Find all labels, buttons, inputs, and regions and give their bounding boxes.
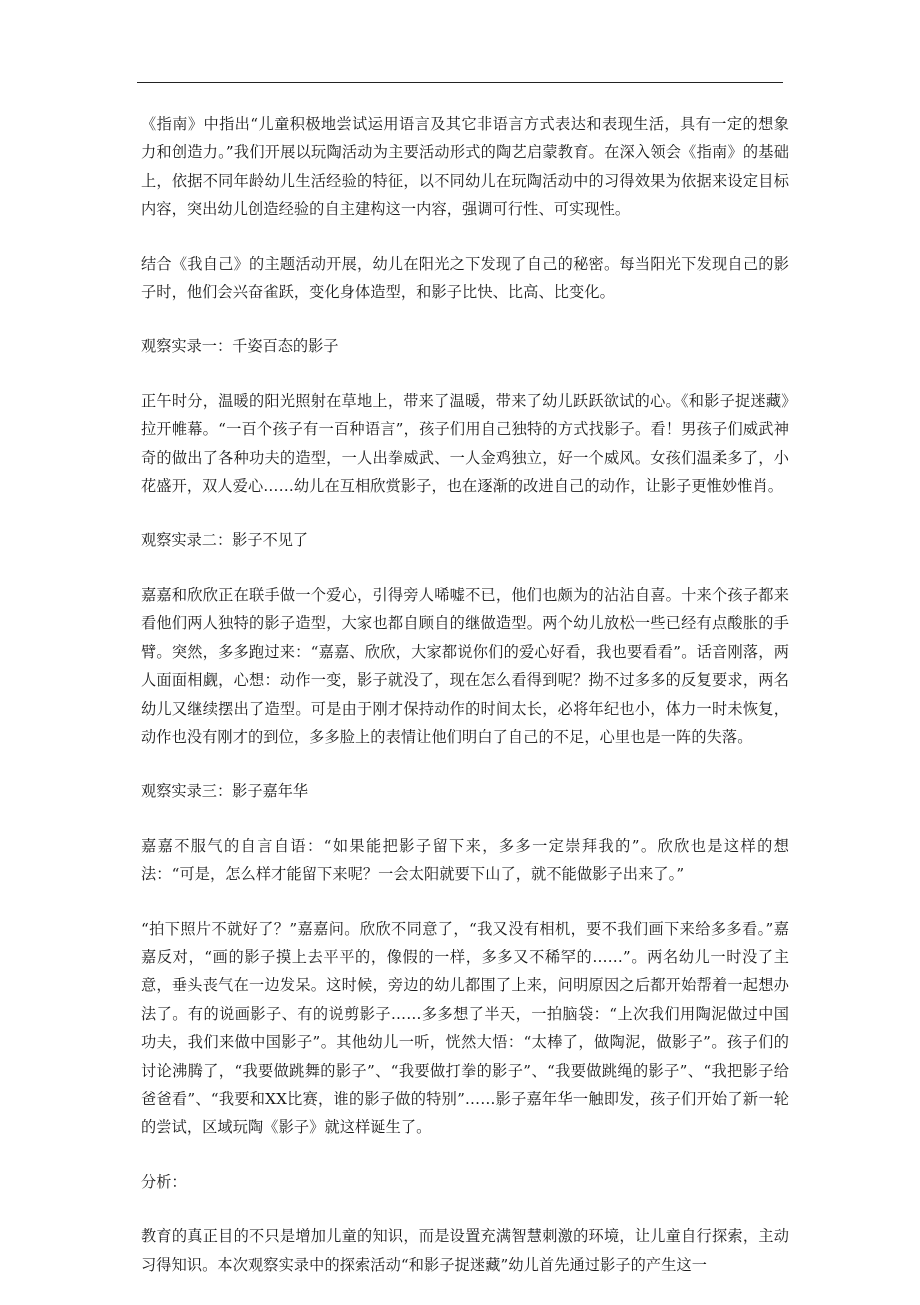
paragraph-observation-3a: 嘉嘉不服气的自言自语：“如果能把影子留下来，多多一定崇拜我的”。欣欣也是这样的想法：“可是，怎么样才能留下来呢？一会太阳就要下山了，就不能做影子出来了。”	[141, 836, 789, 884]
paragraph-observation-2: 嘉嘉和欣欣正在联手做一个爱心，引得旁人唏嘘不已，他们也颇为的沾沾自喜。十来个孩子都来看他们两人独特的影子造型，大家也都自顾自的继做造型。两个幼儿放松一些已经有点酸胀的手臂。突然，多多跑过来：“嘉嘉、欣欣，大家都说你们的爱心好看，我也要看看”。话音刚落，两人面面相觑，心想：动作一变，影子就没了，现在怎么看得到呢？拗不过多多的反复要求，两名幼儿又继续摆出了造型。可是由于刚才保持动作的时间太长，必将年纪也小，体力一时未恢复，动作也没有刚才的到位，多多脸上的表情让他们明白了自己的不足，心里也是一阵的失落。	[141, 585, 789, 746]
heading-observation-1: 观察实录一：千姿百态的影子	[141, 337, 339, 356]
paragraph-observation-3b: “拍下照片不就好了？”嘉嘉问。欣欣不同意了，“我又没有相机，要不我们画下来给多多看。”嘉嘉反对，“画的影子摸上去平平的，像假的一样，多多又不稀罕的……”。两名幼儿一时没了主意，垂头丧气在一边发呆。这时候，旁边的幼儿都围了上来，问明原因之后都开始帮着一起想办法了。有的说画影子、有的说剪影子……多多想了半天，一拍脑袋：“上次我们用陶泥做过中国功夫，我们来做中国影子”。其他幼儿一听，恍然大悟：“太棒了，做陶泥，做影子”。孩子们的讨论沸腾了，“我要做跳舞的影子”、“我要做打拳的影子”、“我要做跳绳的影子”、“我把影子给爸爸看”、“我要和XX比赛，谁的影子做的特别”……影子嘉年华一触即发，孩子们开始了新一轮的尝试，区域玩陶《影子》就这样诞生了。	[141, 919, 789, 1137]
header-rule	[137, 82, 783, 83]
document-body	[141, 110, 789, 1305]
paragraph-theme-activity: 结合《我自己》的主题活动开展，幼儿在阳光之下发现了自己的秘密。每当阳光下发现自己的影子时，他们会兴奋雀跃，变化身体造型，和影子比快、比高、比变化。	[141, 254, 789, 302]
heading-observation-2: 观察实录二：影子不见了	[141, 531, 309, 550]
paragraph-analysis: 教育的真正目的不只是增加儿童的知识，而是设置充满智慧刺激的环境，让儿童自行探索，主动习得知识。本次观察实录中的探索活动“和影子捉迷藏”幼儿首先通过影子的产生这一	[141, 1227, 789, 1274]
heading-observation-3: 观察实录三：影子嘉年华	[141, 782, 309, 801]
paragraph-guideline-intro: 《指南》中指出“儿童积极地尝试运用语言及其它非语言方式表达和表现生活，具有一定的想象力和创造力。”我们开展以玩陶活动为主要活动形式的陶艺启蒙教育。在深入领会《指南》的基础上，依据不同年龄幼儿生活经验的特征，以不同幼儿在玩陶活动中的习得效果为依据来设定目标内容，突出幼儿创造经验的自主建构这一内容，强调可行性、可实现性。	[141, 115, 789, 219]
heading-analysis: 分析：	[141, 1172, 187, 1191]
paragraph-observation-1: 正午时分，温暖的阳光照射在草地上，带来了温暖，带来了幼儿跃跃欲试的心。《和影子捉迷藏》拉开帷幕。“一百个孩子有一百种语言”，孩子们用自己独特的方式找影子。看！男孩子们威武神奇的做出了各种功夫的造型，一人出拳威武、一人金鸡独立，好一个威风。女孩们温柔多了，小花盛开，双人爱心……幼儿在互相欣赏影子，也在逐渐的改进自己的动作，让影子更惟妙惟肖。	[141, 391, 789, 496]
